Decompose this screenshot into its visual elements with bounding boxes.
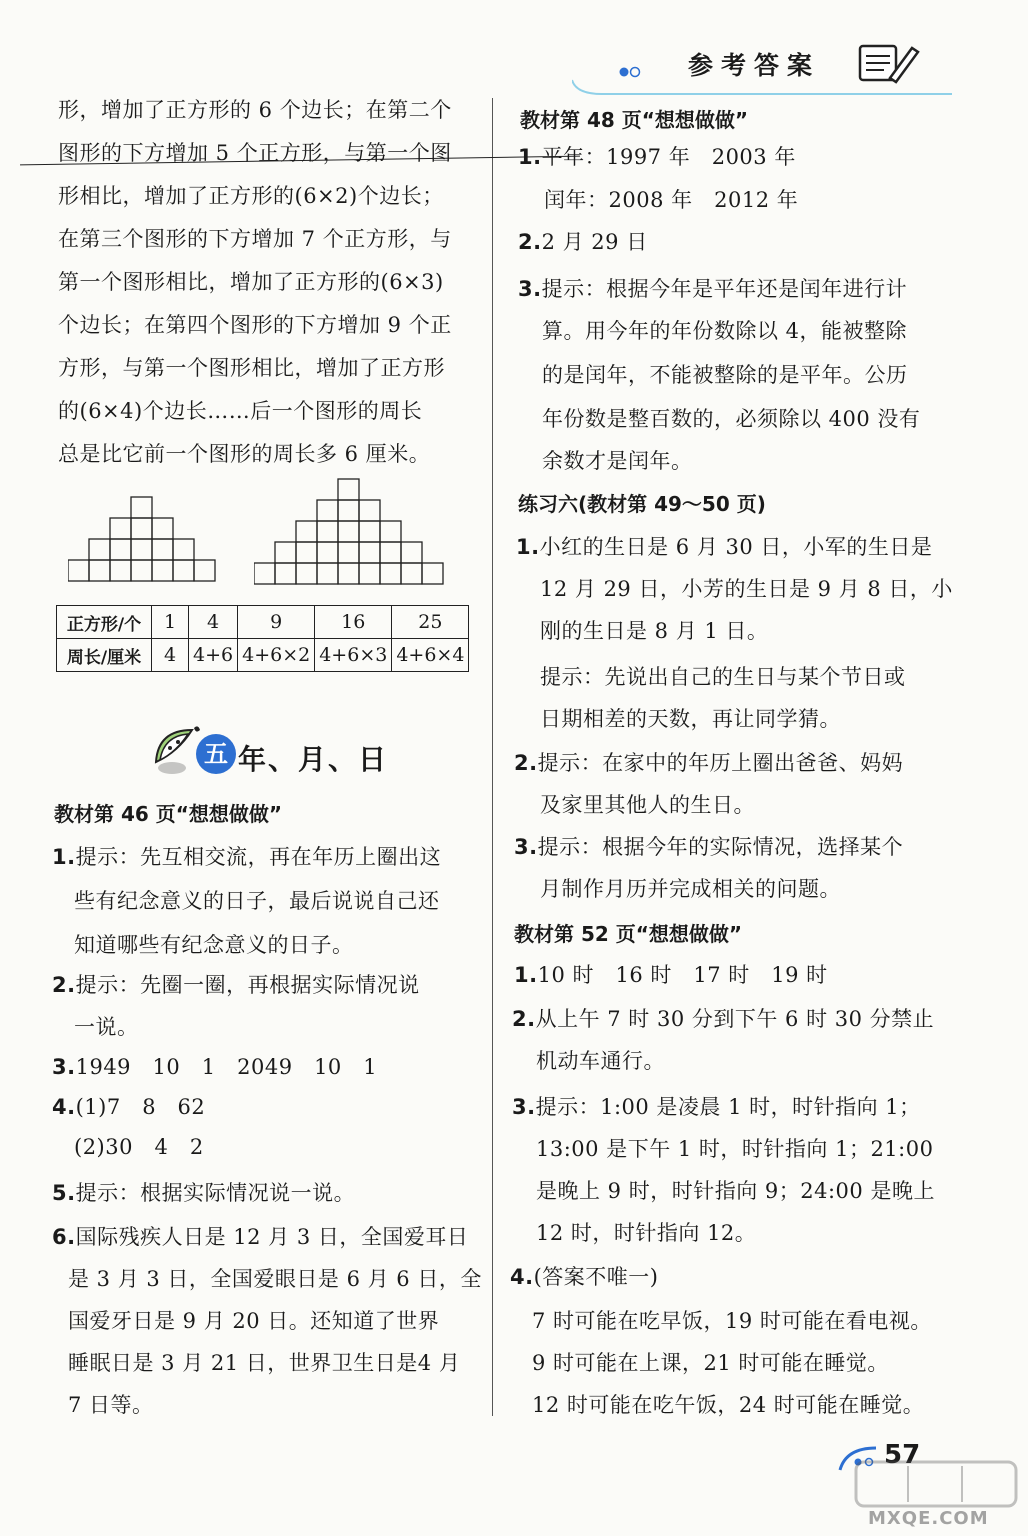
item-number: 1.	[516, 535, 540, 559]
table-cell: 9	[238, 606, 315, 639]
item-text: 12 时可能在吃午饭，24 时可能在睡觉。	[532, 1393, 925, 1417]
table-row-label: 周长/厘米	[57, 639, 152, 672]
item-number: 2.	[518, 230, 542, 254]
item-text: 提示：根据今年的实际情况，选择某个	[537, 835, 904, 859]
item-text: 的是闰年，不能被整除的是平年。公历	[542, 363, 908, 387]
item-text: 闰年：2008 年 2012 年	[544, 188, 799, 212]
list-item	[518, 274, 907, 304]
item-text: 10 时 16 时 17 时 19 时	[537, 963, 828, 987]
item-number: 3.	[514, 835, 538, 859]
item-text: 是 3 月 3 日，全国爱眼日是 6 月 6 日，全	[68, 1267, 482, 1291]
list-item	[518, 142, 796, 172]
list-item	[542, 446, 693, 476]
paragraph-line: 形相比，增加了正方形的(6×2)个边长；	[58, 184, 444, 208]
paragraph-line: 的(6×4)个边长……后一个图形的周长	[58, 399, 423, 423]
list-item	[68, 1348, 460, 1378]
item-text: 睡眠日是 3 月 21 日，世界卫生日是4 月	[68, 1351, 461, 1375]
list-item	[542, 360, 908, 390]
list-item	[542, 404, 920, 434]
table-cell: 1	[152, 606, 189, 639]
square-pyramid-figure-5-rows	[254, 478, 450, 588]
item-number: 1.	[52, 845, 76, 869]
list-item	[532, 1390, 924, 1420]
item-text: 2 月 29 日	[541, 230, 648, 254]
item-text: 月制作月历并完成相关的问题。	[540, 877, 841, 901]
item-number: 6.	[52, 1225, 76, 1249]
section-heading: 教材第 52 页“想想做做”	[514, 922, 743, 946]
watermark-text: MXQE.COM	[868, 1508, 989, 1529]
unit-number-badge: 五	[196, 734, 236, 774]
item-text: 是晚上 9 时，时针指向 9；24:00 是晚上	[536, 1179, 935, 1203]
table-cell: 4	[189, 606, 238, 639]
list-item	[540, 662, 906, 692]
paragraph-line: 个边长；在第四个图形的下方增加 9 个正	[58, 313, 452, 337]
list-item	[532, 1348, 889, 1378]
item-text: 提示：先说出自己的生日与某个节日或	[540, 665, 906, 689]
table-cell: 4+6×2	[238, 639, 315, 672]
section-heading: 教材第 46 页“想想做做”	[54, 802, 283, 826]
item-text: 提示：1:00 是凌晨 1 时，时针指向 1；	[535, 1095, 921, 1119]
list-item	[532, 1306, 932, 1336]
item-text: 平年：1997 年 2003 年	[541, 145, 796, 169]
table-cell: 4+6×4	[392, 639, 469, 672]
item-text: 提示：先圈一圈，再根据实际情况说	[75, 973, 420, 997]
item-text: 提示：根据实际情况说一说。	[75, 1181, 356, 1205]
list-item	[540, 874, 841, 904]
column-divider	[492, 98, 493, 1416]
item-text: 12 时，时针指向 12。	[536, 1221, 757, 1245]
list-item	[514, 748, 903, 778]
item-text: 年份数是整百数的，必须除以 400 没有	[542, 407, 921, 431]
list-item	[542, 316, 907, 346]
list-item	[536, 1134, 933, 1164]
page-number: 57	[884, 1440, 921, 1470]
item-text: 机动车通行。	[536, 1049, 665, 1073]
paragraph-line: 第一个图形相比，增加了正方形的(6×3)	[58, 270, 444, 294]
item-text: 提示：根据今年是平年还是闰年进行计	[541, 277, 908, 301]
section-heading: 练习六(教材第 49～50 页)	[518, 492, 766, 516]
list-item	[52, 842, 441, 872]
square-pyramid-figure-4-rows	[68, 496, 220, 586]
list-item	[52, 1178, 355, 1208]
list-item	[74, 886, 440, 916]
header-title: 参考答案	[688, 51, 821, 80]
table-row	[57, 606, 469, 639]
item-text: (答案不唯一)	[533, 1265, 659, 1289]
list-item	[512, 1004, 934, 1034]
list-item	[68, 1264, 482, 1294]
list-item	[518, 227, 648, 257]
item-number: 1.	[514, 963, 538, 987]
list-item	[540, 616, 768, 646]
item-text: 7 时可能在吃早饭，19 时可能在看电视。	[532, 1309, 932, 1333]
item-text: (1)7 8 62	[75, 1095, 206, 1119]
list-item	[540, 574, 953, 604]
list-item	[514, 960, 828, 990]
item-text: 知道哪些有纪念意义的日子。	[74, 933, 354, 957]
list-item	[74, 1012, 139, 1042]
list-item	[74, 930, 354, 960]
item-number: 1.	[518, 145, 542, 169]
list-item	[52, 1052, 377, 1082]
unit-title: 年、月、日	[238, 743, 389, 776]
list-item	[536, 1046, 665, 1076]
list-item	[68, 1390, 154, 1420]
table-row	[57, 639, 469, 672]
item-text: 余数才是闰年。	[542, 449, 693, 473]
perimeter-table	[56, 605, 469, 672]
item-text: 小红的生日是 6 月 30 日，小军的生日是	[539, 535, 933, 559]
item-text: 提示：先互相交流，再在年历上圈出这	[75, 845, 442, 869]
item-text: 刚的生日是 8 月 1 日。	[540, 619, 769, 643]
item-number: 5.	[52, 1181, 76, 1205]
item-number: 2.	[514, 751, 538, 775]
item-text: 一说。	[74, 1015, 139, 1039]
list-item	[52, 1092, 205, 1122]
list-item	[540, 704, 841, 734]
list-item	[52, 1222, 468, 1252]
item-text: 及家里其他人的生日。	[540, 793, 755, 817]
list-item	[544, 185, 798, 215]
notebook-pencil-icon	[852, 38, 922, 86]
item-text: 算。用今年的年份数除以 4，能被整除	[542, 319, 908, 343]
item-text: (2)30 4 2	[74, 1135, 204, 1159]
table-cell: 4	[152, 639, 189, 672]
list-item	[510, 1262, 658, 1292]
item-text: 日期相差的天数，再让同学猜。	[540, 707, 841, 731]
item-text: 从上午 7 时 30 分到下午 6 时 30 分禁止	[535, 1007, 935, 1031]
paragraph-line: 总是比它前一个图形的周长多 6 厘米。	[58, 442, 431, 466]
list-item	[536, 1176, 935, 1206]
item-text: 9 时可能在上课，21 时可能在睡觉。	[532, 1351, 889, 1375]
list-item	[536, 1218, 756, 1248]
list-item	[68, 1306, 439, 1336]
item-number: 4.	[52, 1095, 76, 1119]
table-row-label: 正方形/个	[57, 606, 152, 639]
item-text: 1949 10 1 2049 10 1	[75, 1055, 378, 1079]
table-cell: 4+6×3	[315, 639, 392, 672]
item-text: 13:00 是下午 1 时，时针指向 1；21:00	[536, 1137, 934, 1161]
paragraph-line: 在第三个图形的下方增加 7 个正方形，与	[58, 227, 452, 251]
list-item	[52, 970, 420, 1000]
table-cell: 25	[392, 606, 469, 639]
list-item	[540, 790, 755, 820]
paragraph-line: 方形，与第一个图形相比，增加了正方形	[58, 356, 445, 380]
list-item	[516, 532, 932, 562]
list-item	[514, 832, 903, 862]
table-cell: 16	[315, 606, 392, 639]
item-text: 些有纪念意义的日子，最后说说自己还	[74, 889, 440, 913]
item-text: 7 日等。	[68, 1393, 154, 1417]
item-number: 2.	[512, 1007, 536, 1031]
item-number: 2.	[52, 973, 76, 997]
item-text: 国际残疾人日是 12 月 3 日，全国爱耳日	[75, 1225, 469, 1249]
item-text: 提示：在家中的年历上圈出爸爸、妈妈	[537, 751, 904, 775]
section-heading: 教材第 48 页“想想做做”	[520, 108, 749, 132]
paragraph-line: 图形的下方增加 5 个正方形，与第一个图	[58, 141, 452, 165]
table-cell: 4+6	[189, 639, 238, 672]
list-item	[512, 1092, 921, 1122]
item-text: 12 月 29 日，小芳的生日是 9 月 8 日，小	[540, 577, 953, 601]
item-number: 4.	[510, 1265, 534, 1289]
item-number: 3.	[512, 1095, 536, 1119]
item-number: 3.	[52, 1055, 76, 1079]
list-item	[74, 1132, 204, 1162]
item-text: 国爱牙日是 9 月 20 日。还知道了世界	[68, 1309, 440, 1333]
item-number: 3.	[518, 277, 542, 301]
paragraph-line: 形，增加了正方形的 6 个边长；在第二个	[58, 98, 452, 122]
